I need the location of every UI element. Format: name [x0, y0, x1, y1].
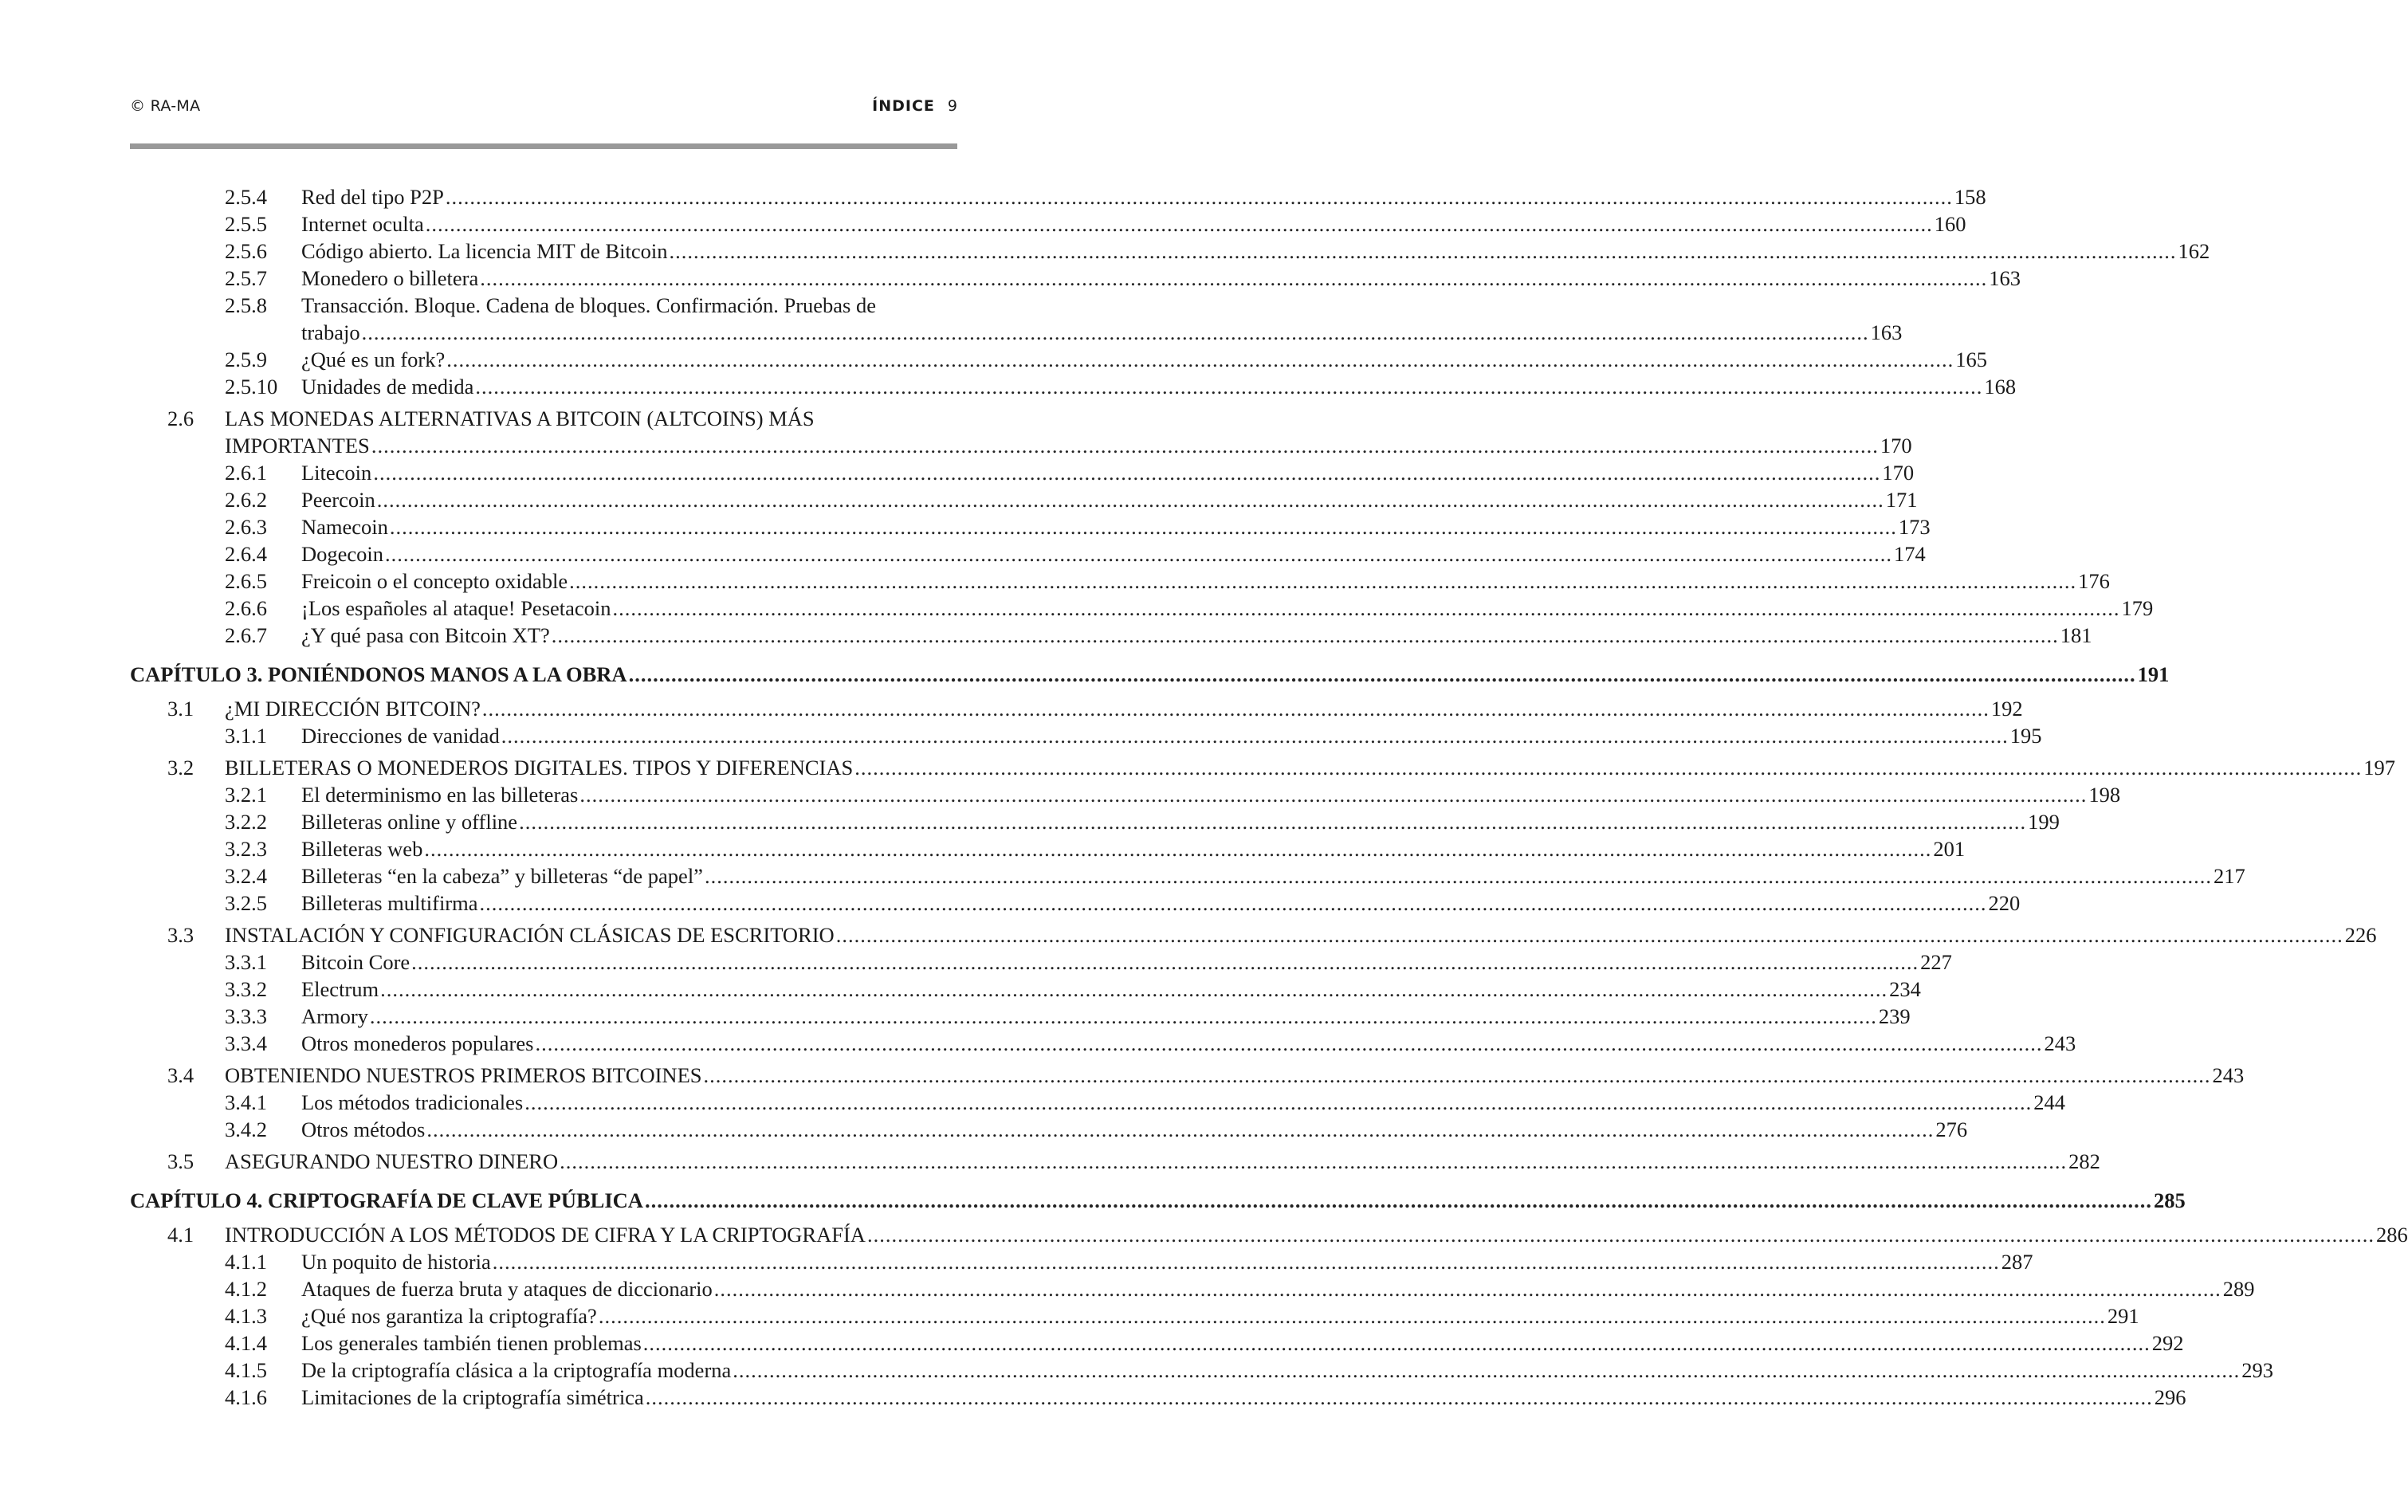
toc-entry [130, 835, 1966, 862]
toc-title: ¿Qué es un fork? [301, 348, 446, 371]
toc-entry [130, 808, 2060, 835]
toc-title: INTRODUCCIÓN A LOS MÉTODOS DE CIFRA Y LA CRIPTOGRAFÍA [225, 1223, 866, 1247]
toc-page: 220 [1988, 891, 2021, 915]
toc-title: INSTALACIÓN Y CONFIGURACIÓN CLÁSICAS DE ESCRITORIO [225, 923, 835, 947]
toc-page: 282 [2068, 1149, 2100, 1173]
leader-dots [669, 238, 2176, 265]
toc-entry [130, 1148, 2100, 1175]
leader-dots [411, 948, 1919, 976]
toc-page: 181 [2060, 623, 2092, 647]
toc-line [130, 835, 1966, 862]
toc-number: 3.4.1 [225, 1090, 267, 1114]
toc-title: Peercoin [301, 488, 375, 512]
toc-line [130, 1116, 1968, 1143]
toc-entry [130, 486, 1918, 513]
toc-line [130, 238, 2210, 265]
toc-page: 293 [2241, 1358, 2274, 1382]
toc-line [130, 722, 2042, 749]
toc-page: 276 [1935, 1117, 1968, 1141]
toc-number: 2.5.7 [225, 266, 267, 290]
leader-dots [613, 595, 2120, 622]
toc-entry [130, 346, 1988, 373]
leader-dots [385, 540, 1892, 567]
toc-line [130, 373, 2017, 400]
toc-title: Un poquito de historia [301, 1250, 491, 1274]
toc-page: 289 [2222, 1277, 2255, 1301]
toc-page: 243 [2212, 1063, 2245, 1087]
leader-dots [424, 835, 1931, 862]
section-title: ÍNDICE [872, 97, 935, 115]
toc-page: 163 [1870, 320, 1903, 344]
toc-number: 4.1.5 [225, 1358, 267, 1382]
toc-page: 243 [2044, 1031, 2076, 1055]
toc-number: 2.6.2 [225, 488, 267, 512]
leader-dots [426, 210, 1933, 238]
leader-dots [714, 1275, 2221, 1302]
toc-entry [130, 292, 1903, 346]
toc-entry [130, 1275, 2255, 1302]
header-rule [130, 143, 957, 149]
toc-page: 160 [1934, 212, 1966, 236]
toc-entry [130, 781, 2121, 808]
toc-line [130, 567, 2110, 595]
toc-page: 199 [2028, 810, 2060, 834]
leader-dots [569, 567, 2076, 595]
toc-title: IMPORTANTES [225, 434, 370, 458]
toc-title: Armory [301, 1004, 368, 1028]
toc-page: 170 [1880, 434, 1912, 458]
toc-line [130, 265, 2021, 292]
toc-entry [130, 373, 2017, 400]
toc-line [130, 540, 1926, 567]
toc-number: 3.3.1 [225, 950, 267, 974]
leader-dots [373, 459, 1880, 486]
toc-page: 244 [2033, 1090, 2065, 1114]
toc-line [130, 432, 1912, 459]
leader-dots [705, 862, 2212, 890]
leader-dots [643, 1329, 2151, 1357]
toc-number: 4.1.2 [225, 1277, 267, 1301]
toc-title: Bitcoin Core [301, 950, 410, 974]
toc-line [130, 292, 957, 319]
toc-entry [130, 1248, 2033, 1275]
toc-number: 3.1.1 [225, 724, 267, 748]
toc-line [130, 658, 2170, 690]
publisher-mark: © RA-MA [130, 97, 201, 115]
leader-dots [380, 976, 1888, 1003]
toc-page: 171 [1885, 488, 1918, 512]
toc-number: 3.2.2 [225, 810, 267, 834]
leader-dots [371, 432, 1879, 459]
toc-entry [130, 567, 2110, 595]
leader-dots [733, 1357, 2240, 1384]
toc-page: 179 [2121, 596, 2154, 620]
toc-page: 191 [2137, 662, 2170, 686]
toc-page: 201 [1933, 837, 1966, 861]
toc-number: 2.5.9 [225, 348, 267, 371]
toc-number: 2.6.5 [225, 569, 267, 593]
toc-page: 286 [2375, 1223, 2408, 1247]
toc-page: 195 [2009, 724, 2042, 748]
leader-dots [426, 1116, 1934, 1143]
toc-number: 3.3.2 [225, 977, 267, 1001]
header-right [872, 97, 957, 115]
toc-page: 192 [1990, 697, 2023, 721]
toc-title: Monedero o billetera [301, 266, 479, 290]
toc-line [130, 862, 2245, 890]
toc-title: Código abierto. La licencia MIT de Bitcoin [301, 239, 668, 263]
toc-title: Electrum [301, 977, 379, 1001]
toc-entry [130, 890, 2021, 917]
toc-entry [130, 540, 1926, 567]
toc-title: Los generales también tienen problemas [301, 1331, 642, 1355]
toc-entry [130, 459, 1915, 486]
toc-line [130, 921, 2377, 948]
toc-title: Limitaciones de la criptografía simétrica [301, 1385, 644, 1409]
toc-entry [130, 1302, 2139, 1329]
toc-number: 2.6.3 [225, 515, 267, 539]
toc-title: Billeteras web [301, 837, 423, 861]
toc-page: 165 [1955, 348, 1988, 371]
leader-dots [646, 1384, 2153, 1411]
toc-title: ¿Y qué pasa con Bitcoin XT? [301, 623, 550, 647]
leader-dots [645, 1184, 2152, 1216]
toc-number: 3.1 [167, 697, 194, 721]
toc-line [130, 346, 1988, 373]
toc-entry [130, 595, 2154, 622]
toc-number: 3.4 [167, 1063, 194, 1087]
toc-page: 197 [2363, 756, 2395, 780]
toc-line [130, 1089, 2065, 1116]
toc-number: 3.4.2 [225, 1117, 267, 1141]
toc-page: 163 [1989, 266, 2021, 290]
leader-dots [390, 513, 1897, 540]
leader-dots [480, 890, 1987, 917]
toc-number: 3.2.5 [225, 891, 267, 915]
toc-line [130, 210, 1966, 238]
toc-title: trabajo [301, 320, 360, 344]
toc-chapter [130, 658, 2170, 690]
toc-line [130, 513, 1931, 540]
leader-dots [579, 781, 2087, 808]
toc-line [130, 595, 2154, 622]
toc-number: 2.6.7 [225, 623, 267, 647]
toc-entry [130, 1116, 1968, 1143]
toc-page: 234 [1889, 977, 1921, 1001]
toc-title: De la criptografía clásica a la criptografía moderna [301, 1358, 732, 1382]
toc-title: Litecoin [301, 461, 372, 485]
toc-entry [130, 862, 2245, 890]
toc-title-first-line: Transacción. Bloque. Cadena de bloques. Confirmación. Pruebas de [301, 293, 876, 317]
toc-number: 3.2.3 [225, 837, 267, 861]
leader-dots [501, 722, 2009, 749]
toc-number: 2.5.10 [225, 375, 278, 399]
toc-line [130, 1357, 2274, 1384]
leader-dots [446, 346, 1954, 373]
toc-number: 3.3.4 [225, 1031, 267, 1055]
toc-entry [130, 1003, 1911, 1030]
toc-number: 2.6.1 [225, 461, 267, 485]
toc-entry [130, 948, 1952, 976]
toc-entry [130, 1089, 2065, 1116]
toc-line [130, 319, 1903, 346]
toc-line [130, 622, 2092, 649]
toc-line [130, 754, 2395, 781]
toc-entry [130, 265, 2021, 292]
table-of-contents [130, 183, 2408, 1411]
toc-number: 2.5.6 [225, 239, 267, 263]
toc-number: 4.1.6 [225, 1385, 267, 1409]
toc-entry [130, 1062, 2245, 1089]
toc-page: 198 [2088, 783, 2121, 807]
toc-line [130, 781, 2121, 808]
toc-entry [130, 976, 1921, 1003]
toc-line [130, 1184, 2186, 1216]
toc-page: 176 [2078, 569, 2110, 593]
leader-dots [599, 1302, 2106, 1329]
toc-number: 3.2.4 [225, 864, 267, 888]
toc-entry [130, 210, 1966, 238]
toc-line [130, 486, 1918, 513]
toc-title: Ataques de fuerza bruta y ataques de diccionario [301, 1277, 713, 1301]
page-number: 9 [947, 97, 957, 115]
toc-number: 3.5 [167, 1149, 194, 1173]
toc-number: 4.1 [167, 1223, 194, 1247]
toc-title: Red del tipo P2P [301, 185, 444, 209]
toc-title: Los métodos tradicionales [301, 1090, 524, 1114]
toc-title: CAPÍTULO 3. PONIÉNDONOS MANOS A LA OBRA [130, 662, 627, 686]
toc-page: 296 [2154, 1385, 2186, 1409]
leader-dots [836, 921, 2343, 948]
toc-page: 174 [1894, 542, 1926, 566]
toc-line [130, 1248, 2033, 1275]
toc-chapter [130, 1184, 2186, 1216]
toc-number: 2.6.4 [225, 542, 267, 566]
toc-line [130, 695, 2023, 722]
leader-dots [362, 319, 1869, 346]
toc-number: 3.2 [167, 756, 194, 780]
leader-dots [524, 1089, 2032, 1116]
toc-entry [130, 513, 1931, 540]
toc-entry [130, 405, 1912, 459]
toc-line [130, 1030, 2076, 1057]
toc-entry [130, 1357, 2274, 1384]
toc-title: Billeteras “en la cabeza” y billeteras “de papel” [301, 864, 703, 888]
toc-page: 239 [1878, 1004, 1911, 1028]
toc-title: ¿MI DIRECCIÓN BITCOIN? [225, 697, 481, 721]
toc-page: 292 [2151, 1331, 2184, 1355]
toc-entry [130, 183, 1986, 210]
toc-line [130, 1384, 2186, 1411]
toc-number: 2.5.4 [225, 185, 267, 209]
toc-line [130, 948, 1952, 976]
toc-line [130, 808, 2060, 835]
toc-page: 162 [2178, 239, 2210, 263]
toc-title: CAPÍTULO 4. CRIPTOGRAFÍA DE CLAVE PÚBLICA [130, 1188, 643, 1212]
toc-line [130, 1329, 2184, 1357]
toc-entry [130, 1329, 2184, 1357]
toc-number: 3.2.1 [225, 783, 267, 807]
toc-number: 3.3.3 [225, 1004, 267, 1028]
toc-entry [130, 1384, 2186, 1411]
toc-entry [130, 1030, 2076, 1057]
toc-line [130, 183, 1986, 210]
toc-number: 4.1.3 [225, 1304, 267, 1328]
toc-page: 217 [2213, 864, 2245, 888]
toc-page: 158 [1954, 185, 1986, 209]
toc-title: OBTENIENDO NUESTROS PRIMEROS BITCOINES [225, 1063, 702, 1087]
toc-title: Otros métodos [301, 1117, 426, 1141]
toc-title: Dogecoin [301, 542, 384, 566]
toc-title: Freicoin o el concepto oxidable [301, 569, 568, 593]
toc-line [130, 1221, 2408, 1248]
leader-dots [493, 1248, 2000, 1275]
toc-title: ASEGURANDO NUESTRO DINERO [225, 1149, 559, 1173]
toc-page: 291 [2107, 1304, 2139, 1328]
toc-line [130, 459, 1915, 486]
toc-title: Direcciones de vanidad [301, 724, 500, 748]
toc-title: Billeteras multifirma [301, 891, 478, 915]
toc-line [130, 976, 1921, 1003]
toc-number: 4.1.1 [225, 1250, 267, 1274]
leader-dots [370, 1003, 1877, 1030]
toc-entry [130, 622, 2092, 649]
toc-line [130, 1003, 1911, 1030]
toc-title: Billeteras online y offline [301, 810, 518, 834]
toc-number: 2.6 [167, 406, 194, 430]
leader-dots [377, 486, 1884, 513]
toc-entry [130, 238, 2210, 265]
toc-line [130, 1302, 2139, 1329]
toc-line [130, 890, 2021, 917]
toc-page: 285 [2153, 1188, 2186, 1212]
toc-entry [130, 921, 2377, 948]
leader-dots [629, 658, 2136, 690]
toc-number: 2.5.8 [225, 293, 267, 317]
leader-dots [482, 695, 1990, 722]
leader-dots [475, 373, 1982, 400]
toc-entry [130, 1221, 2408, 1248]
toc-number: 2.6.6 [225, 596, 267, 620]
toc-page: 170 [1882, 461, 1915, 485]
toc-title: Otros monederos populares [301, 1031, 534, 1055]
leader-dots [446, 183, 1953, 210]
toc-title: BILLETERAS O MONEDEROS DIGITALES. TIPOS Y DIFERENCIAS [225, 756, 854, 780]
toc-page: 287 [2001, 1250, 2033, 1274]
toc-title-first-line: LAS MONEDAS ALTERNATIVAS A BITCOIN (ALTCOINS) MÁS [225, 406, 815, 430]
toc-line [130, 405, 957, 432]
toc-title: Unidades de medida [301, 375, 474, 399]
leader-dots [535, 1030, 2042, 1057]
toc-page: 173 [1898, 515, 1931, 539]
running-header [130, 94, 957, 120]
toc-title: ¿Qué nos garantiza la criptografía? [301, 1304, 597, 1328]
leader-dots [480, 265, 1987, 292]
leader-dots [854, 754, 2362, 781]
leader-dots [867, 1221, 2375, 1248]
toc-page: 227 [1920, 950, 1952, 974]
toc-number: 3.3 [167, 923, 194, 947]
toc-entry [130, 754, 2395, 781]
toc-page: 168 [1984, 375, 2017, 399]
toc-number: 4.1.4 [225, 1331, 267, 1355]
toc-line [130, 1275, 2255, 1302]
toc-entry [130, 695, 2023, 722]
leader-dots [560, 1148, 2067, 1175]
leader-dots [519, 808, 2026, 835]
toc-line [130, 1062, 2245, 1089]
leader-dots [704, 1062, 2211, 1089]
toc-title: Internet oculta [301, 212, 424, 236]
toc-number: 2.5.5 [225, 212, 267, 236]
leader-dots [552, 622, 2059, 649]
toc-entry [130, 722, 2042, 749]
toc-line [130, 1148, 2100, 1175]
toc-title: Namecoin [301, 515, 388, 539]
toc-page: 226 [2344, 923, 2377, 947]
toc-title: El determinismo en las billeteras [301, 783, 579, 807]
toc-title: ¡Los españoles al ataque! Pesetacoin [301, 596, 611, 620]
